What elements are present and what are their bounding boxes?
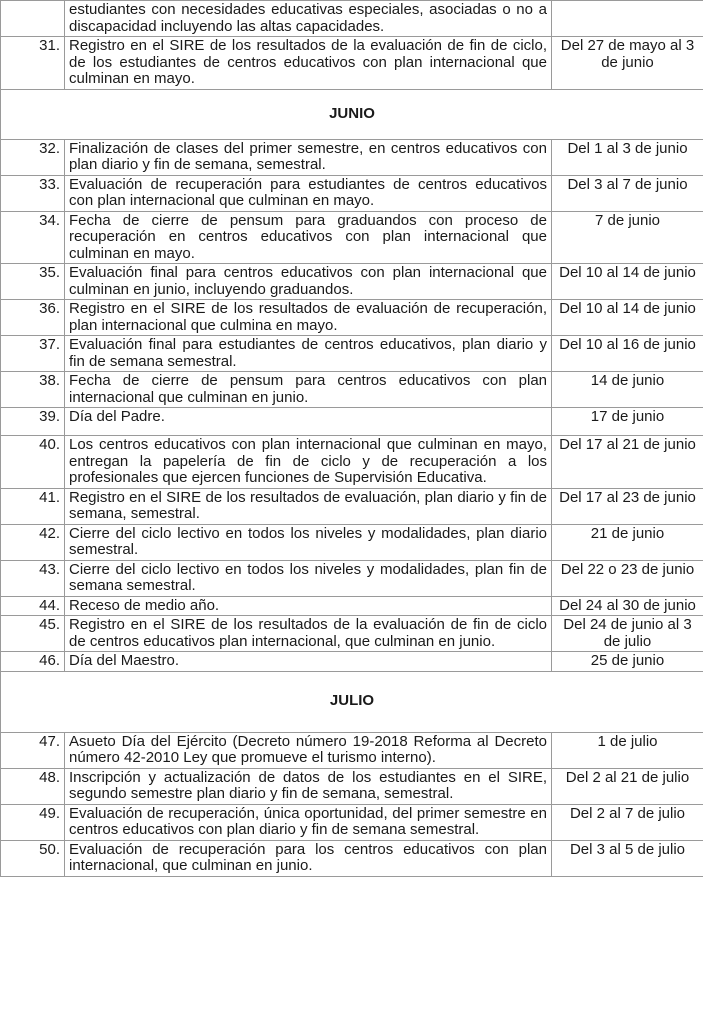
row-description: Asueto Día del Ejército (Decreto número 19-2018 Reforma al Decreto número 42-2010 Ley que promueve el turismo interno). [65,732,552,768]
row-description: Registro en el SIRE de los resultados de evaluación, plan diario y fin de semana, semestral. [65,488,552,524]
row-description: Evaluación final para estudiantes de centros educativos, plan diario y fin de semana semestral. [65,336,552,372]
row-description: Los centros educativos con plan internacional que culminan en mayo, entregan la papelería de fin de ciclo y de recuperación a los profesionales que ejercen funciones de Supervisión Educativa. [65,436,552,489]
table-row [1,652,703,672]
row-description: Registro en el SIRE de los resultados de evaluación de recuperación, plan internacional que culmina en mayo. [65,300,552,336]
row-number [1,1,65,37]
row-date: Del 2 al 21 de julio [552,768,703,804]
row-number: 36. [1,300,65,336]
row-date: Del 3 al 7 de junio [552,175,703,211]
row-number: 50. [1,840,65,876]
row-date: Del 22 o 23 de junio [552,560,703,596]
row-number: 39. [1,408,65,436]
row-description: Evaluación de recuperación para los centros educativos con plan internacional, que culminan en junio. [65,840,552,876]
table-row [1,300,703,336]
row-number: 38. [1,372,65,408]
row-date: Del 17 al 21 de junio [552,436,703,489]
row-description: estudiantes con necesidades educativas especiales, asociadas o no a discapacidad incluyendo las altas capacidades. [65,1,552,37]
table-row [1,175,703,211]
row-description: Cierre del ciclo lectivo en todos los niveles y modalidades, plan diario semestral. [65,524,552,560]
table-row [1,804,703,840]
month-heading: JULIO [1,671,703,732]
row-date: 14 de junio [552,372,703,408]
table-row [1,336,703,372]
table-row [1,1,703,37]
table-row [1,840,703,876]
month-heading: JUNIO [1,89,703,139]
row-number: 47. [1,732,65,768]
month-header-row [1,89,703,139]
row-description: Evaluación de recuperación para estudiantes de centros educativos con plan internacional que culminan en mayo. [65,175,552,211]
table-row [1,408,703,436]
row-description: Día del Padre. [65,408,552,436]
row-date: Del 10 al 14 de junio [552,264,703,300]
row-number: 35. [1,264,65,300]
row-description: Inscripción y actualización de datos de los estudiantes en el SIRE, segundo semestre plan diario y fin de semana, semestral. [65,768,552,804]
row-number: 41. [1,488,65,524]
table-row [1,560,703,596]
row-description: Registro en el SIRE de los resultados de la evaluación de fin de ciclo, de los estudiantes de centros educativos con plan internacional que culminan en mayo. [65,37,552,90]
row-number: 49. [1,804,65,840]
row-number: 37. [1,336,65,372]
row-description: Evaluación de recuperación, única oportunidad, del primer semestre en centros educativos con plan diario y fin de semana semestral. [65,804,552,840]
row-description: Evaluación final para centros educativos con plan internacional que culminan en junio, incluyendo graduandos. [65,264,552,300]
row-number: 33. [1,175,65,211]
table-row [1,436,703,489]
row-number: 32. [1,139,65,175]
table-row [1,264,703,300]
row-date: Del 3 al 5 de julio [552,840,703,876]
row-number: 48. [1,768,65,804]
table-row [1,37,703,90]
row-date: Del 24 al 30 de junio [552,596,703,616]
table-row [1,211,703,264]
row-date: Del 2 al 7 de julio [552,804,703,840]
row-number: 45. [1,616,65,652]
row-date: Del 1 al 3 de junio [552,139,703,175]
row-date: Del 17 al 23 de junio [552,488,703,524]
row-date: Del 10 al 14 de junio [552,300,703,336]
row-date: 7 de junio [552,211,703,264]
row-description: Día del Maestro. [65,652,552,672]
row-description: Finalización de clases del primer semestre, en centros educativos con plan diario y fin de semana, semestral. [65,139,552,175]
table-row [1,524,703,560]
row-number: 43. [1,560,65,596]
row-description: Cierre del ciclo lectivo en todos los niveles y modalidades, plan fin de semana semestral. [65,560,552,596]
table-row [1,372,703,408]
table-row [1,596,703,616]
table-row [1,768,703,804]
table-row [1,139,703,175]
row-date: Del 24 de junio al 3 de julio [552,616,703,652]
row-date: 25 de junio [552,652,703,672]
row-description: Fecha de cierre de pensum para graduandos con proceso de recuperación en centros educativos con plan internacional que culminan en mayo. [65,211,552,264]
row-number: 31. [1,37,65,90]
row-description: Receso de medio año. [65,596,552,616]
row-number: 42. [1,524,65,560]
row-date: Del 10 al 16 de junio [552,336,703,372]
table-row [1,488,703,524]
row-date: Del 27 de mayo al 3 de junio [552,37,703,90]
row-number: 40. [1,436,65,489]
row-description: Registro en el SIRE de los resultados de la evaluación de fin de ciclo de centros educativos plan internacional, que culminan en junio. [65,616,552,652]
row-description: Fecha de cierre de pensum para centros educativos con plan internacional que culminan en junio. [65,372,552,408]
row-number: 46. [1,652,65,672]
row-date: 1 de julio [552,732,703,768]
row-date: 17 de junio [552,408,703,436]
table-row [1,732,703,768]
row-date: 21 de junio [552,524,703,560]
table-row [1,616,703,652]
row-number: 44. [1,596,65,616]
month-header-row [1,671,703,732]
row-number: 34. [1,211,65,264]
row-date [552,1,703,37]
